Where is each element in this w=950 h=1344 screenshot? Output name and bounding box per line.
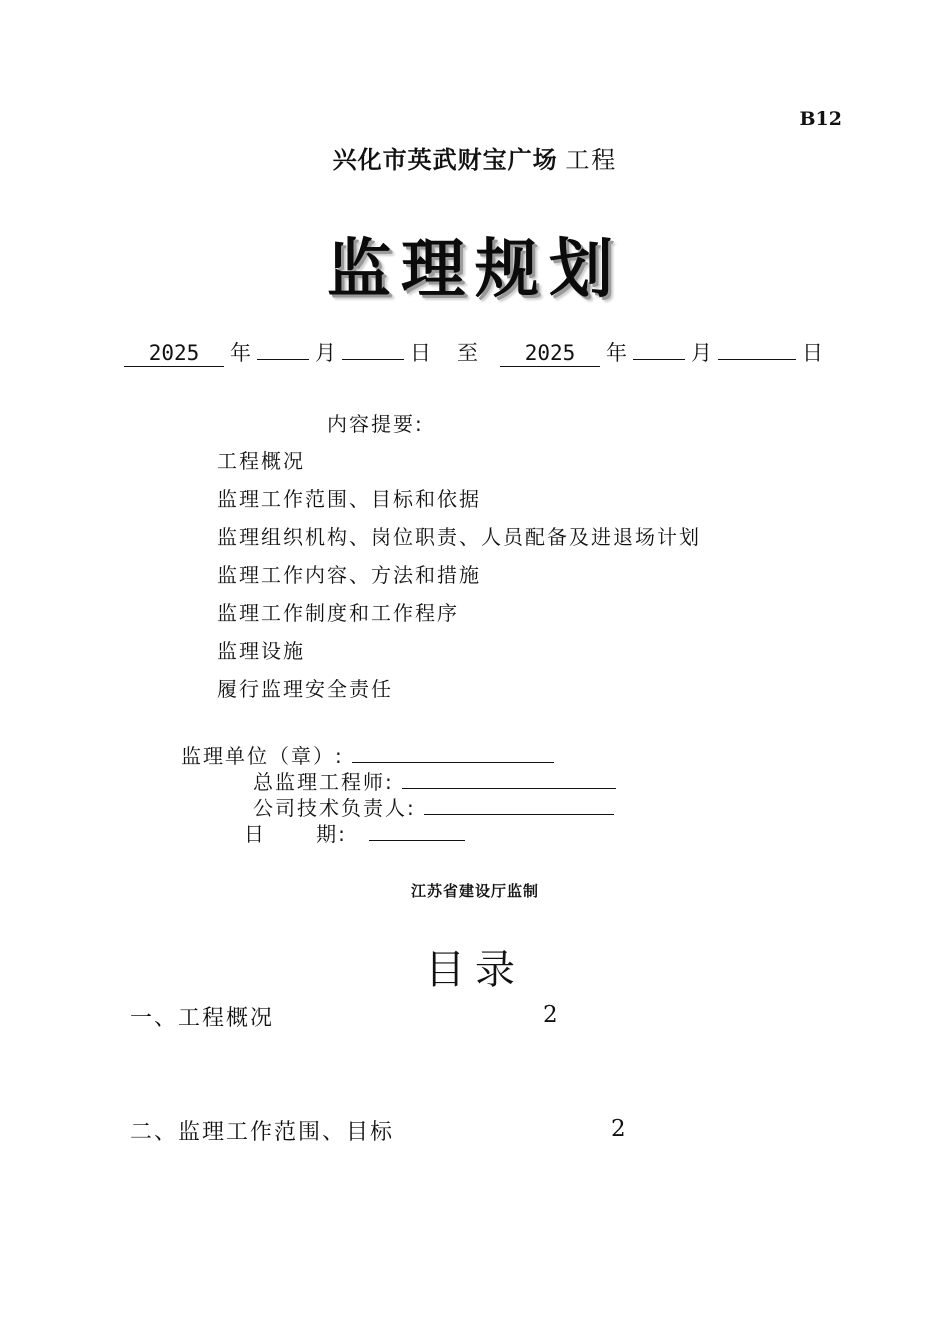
list-item: 履行监理安全责任 — [217, 677, 393, 701]
project-name: 兴化市英武财宝广场 — [332, 145, 558, 174]
list-item: 监理设施 — [217, 639, 305, 663]
toc-entry-page: 2 — [543, 1002, 558, 1028]
chief-engineer-row — [253, 766, 616, 795]
contents-list — [217, 446, 701, 712]
list-item: 工程概况 — [217, 449, 305, 473]
document-title: 监理规划 — [327, 232, 623, 307]
contents-heading: 内容提要: — [327, 412, 424, 436]
start-month-blank — [257, 333, 309, 360]
day-char-2: 日 — [802, 341, 823, 365]
tech-lead-row — [253, 792, 614, 821]
project-suffix: 工程 — [565, 146, 618, 174]
tech-lead-field[interactable] — [424, 796, 614, 815]
project-title — [0, 140, 950, 175]
year-char-2: 年 — [606, 341, 627, 365]
month-char: 月 — [315, 341, 336, 365]
list-item: 监理组织机构、岗位职责、人员配备及进退场计划 — [217, 525, 701, 549]
supervision-unit-field[interactable] — [352, 744, 554, 763]
list-item: 监理工作内容、方法和措施 — [217, 563, 481, 587]
supervision-unit-label: 监理单位（章）: — [181, 744, 344, 768]
month-char-2: 月 — [691, 341, 712, 365]
end-month-blank — [633, 333, 685, 360]
date-row — [244, 818, 465, 847]
end-day-blank — [718, 333, 796, 360]
day-char: 日 — [410, 341, 431, 365]
start-day-blank — [342, 333, 404, 360]
date-field[interactable] — [369, 822, 465, 841]
toc-entry-title[interactable]: 一、工程概况 — [130, 1006, 275, 1031]
end-year: 2025 — [500, 340, 600, 367]
document-code: B12 — [799, 108, 842, 130]
date-label: 日 期: — [244, 822, 347, 846]
list-item: 监理工作范围、目标和依据 — [217, 487, 481, 511]
start-year: 2025 — [124, 340, 224, 367]
list-item: 监理工作制度和工作程序 — [217, 601, 459, 625]
chief-engineer-field[interactable] — [402, 770, 616, 789]
year-char: 年 — [230, 341, 251, 365]
toc-entry-page: 2 — [611, 1116, 626, 1142]
issuing-authority: 江苏省建设厅监制 — [410, 882, 539, 900]
supervision-unit-row — [181, 740, 554, 769]
chief-engineer-label: 总监理工程师: — [253, 770, 394, 794]
tech-lead-label: 公司技术负责人: — [253, 796, 416, 820]
to-char: 至 — [457, 341, 478, 365]
toc-entry-title[interactable]: 二、监理工作范围、目标 — [130, 1120, 395, 1145]
toc-heading: 目录 — [425, 947, 525, 993]
period-line — [124, 333, 829, 367]
